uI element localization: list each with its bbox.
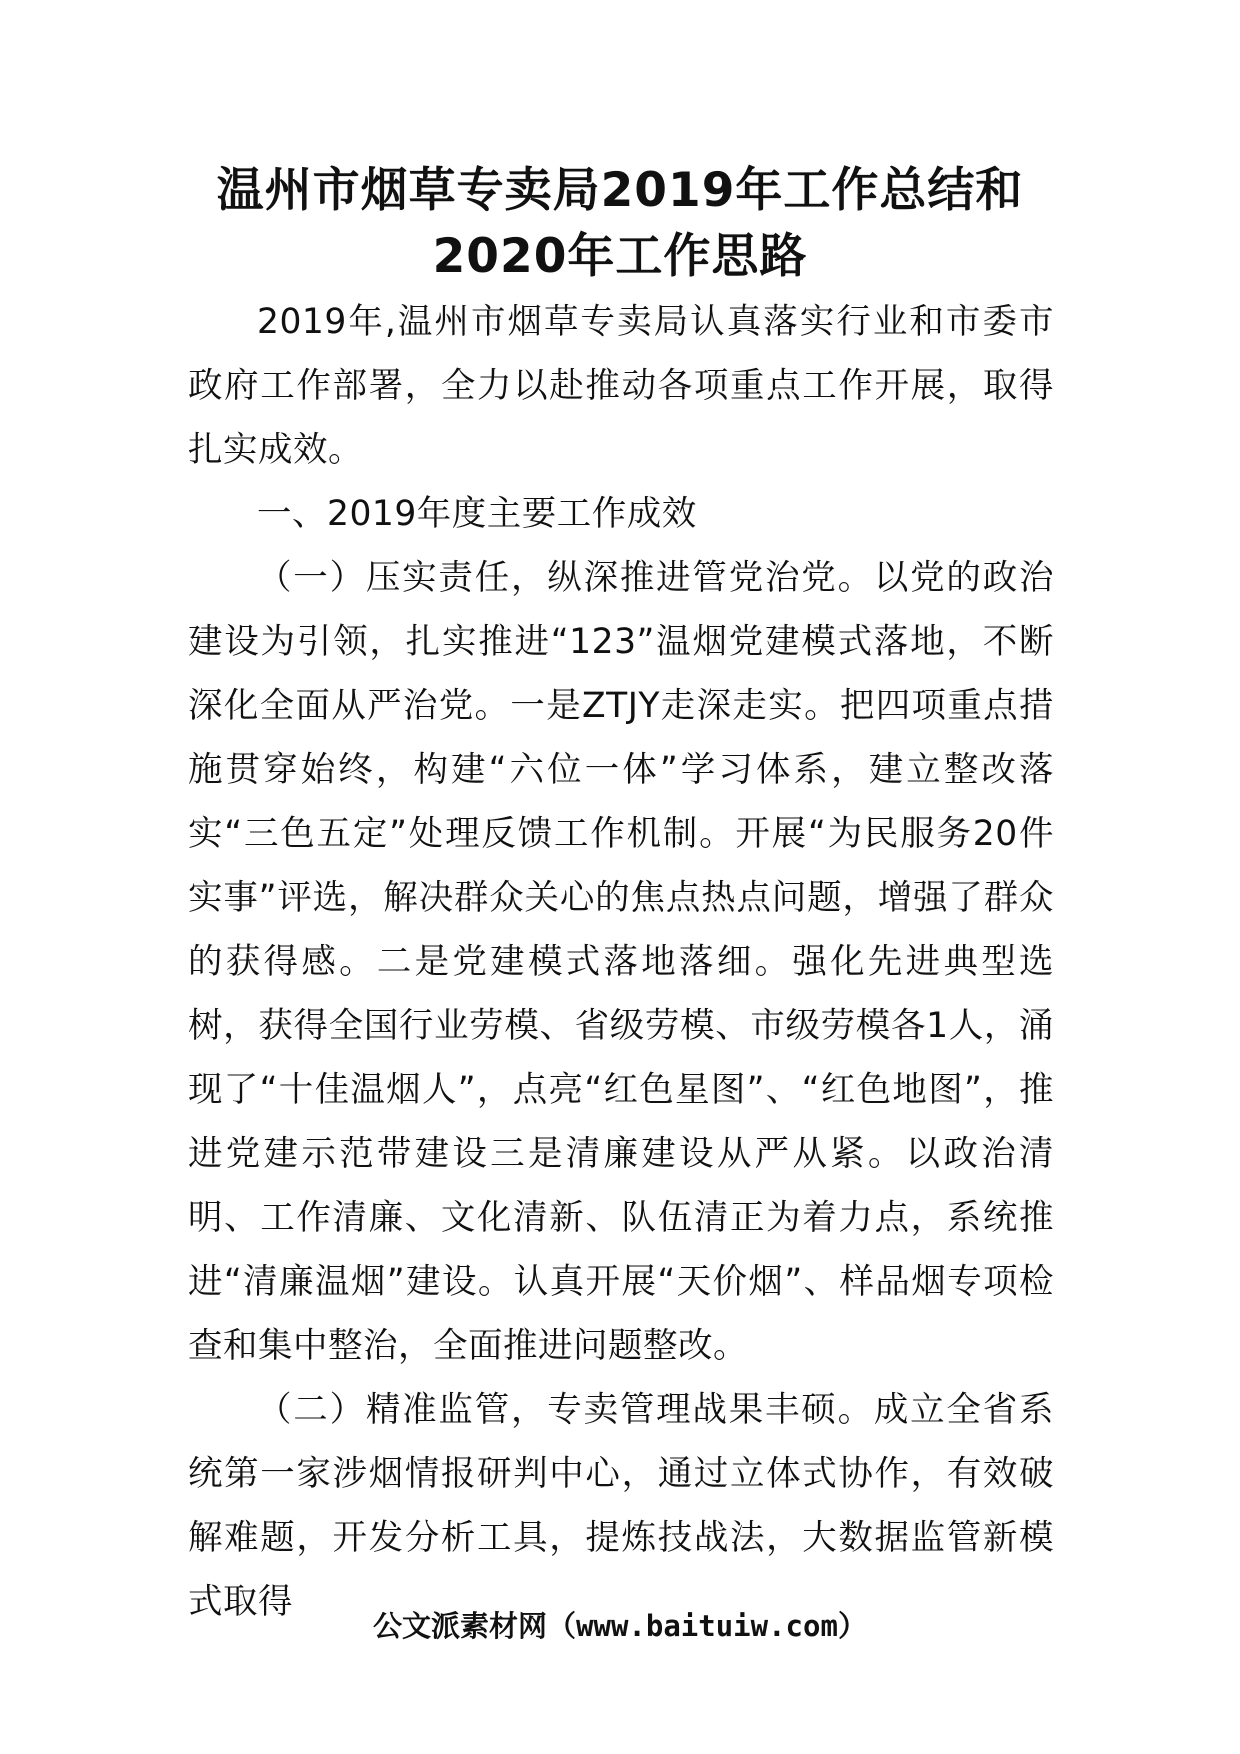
document-title: 温州市烟草专卖局2019年工作总结和2020年工作思路 [216,163,1024,284]
footer-watermark: 公文派素材网（www.baituiw.com） [373,1609,867,1643]
document-body [188,290,1054,1634]
paragraph-section-1-2: （二）精准监管，专卖管理战果丰硕。成立全省系统第一家涉烟情报研判中心，通过立体式协作，有效破解难题，开发分析工具，提炼技战法，大数据监管新模式取得 [188,1390,1054,1622]
paragraph-intro: 2019年,温州市烟草专卖局认真落实行业和市委市政府工作部署，全力以赴推动各项重点工作开展，取得扎实成效。 [188,302,1054,470]
paragraph-section-1-1: （一）压实责任，纵深推进管党治党。以党的政治建设为引领，扎实推进“123”温烟党建模式落地，不断深化全面从严治党。一是ZTJY走深走实。把四项重点措施贯穿始终，构建“六位一体”学习体系，建立整改落实“三色五定”处理反馈工作机制。开展“为民服务20件实事”评选，解决群众关心的焦点热点问题，增强了群众的获得感。二是党建模式落地落细。强化先进典型选树，获得全国行业劳模、省级劳模、市级劳模各1人，涌现了“十佳温烟人”，点亮“红色星图”、“红色地图”，推进党建示范带建设三是清廉建设从严从紧。以政治清明、工作清廉、文化清新、队伍清正为着力点，系统推进“清廉温烟”建设。认真开展“天价烟”、样品烟专项检查和集中整治，全面推进问题整改。 [188,558,1054,1366]
section-heading-1: 一、2019年度主要工作成效 [257,494,697,534]
